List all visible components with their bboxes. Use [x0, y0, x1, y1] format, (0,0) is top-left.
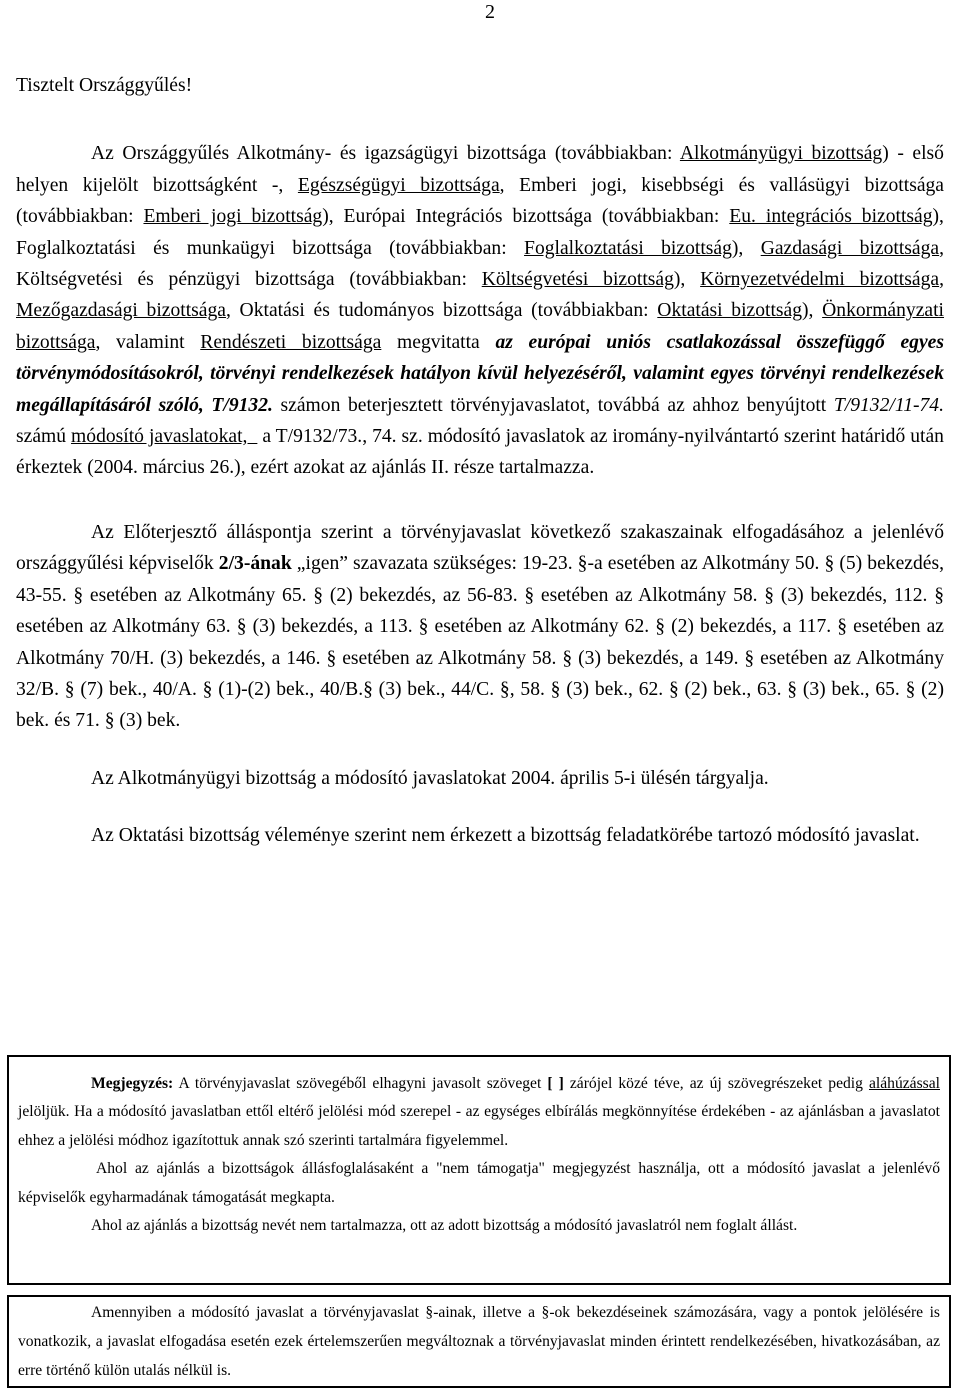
numbering-note: Amennyiben a módosító javaslat a törvényjavaslat §-ainak, illetve a §-ok bekezdéseinek számozására, vagy a pontok jelölésére is vonatkozik, a javaslat elfogadása esetén ezek értelemszerűen megváltoznak a törvényjavaslat minden érintett rendelkezésében, hivatkozásában, az erre történő külön utalás nélkül is. [18, 1304, 940, 1379]
note-support-paragraph: Ahol az ajánlás a bizottságok állásfoglalásaként a "nem támogatja" megjegyzést használja, ott a módosító javaslat a jelenlévő képviselők egyharmadának támogatását megkapta. [18, 1160, 940, 1206]
note-no-position-paragraph: Ahol az ajánlás a bizottság nevét nem tartalmazza, ott az adott bizottság a módosító javaslatról nem foglalt állást. [91, 1217, 798, 1235]
note-label: Megjegyzés: [91, 1075, 174, 1092]
education-paragraph: Az Oktatási bizottság véleménye szerint nem érkezett a bizottság feladatkörébe tartozó módosító javaslat. [91, 825, 920, 847]
committees-paragraph: Az Országgyűlés Alkotmány- és igazságügyi bizottsága (továbbiakban: Alkotmányügyi bizottság) - első helyen kijelölt bizottságként -, Egészségügyi bizottsága, Emberi jogi, kisebbségi és vallásügyi bizottsága (továbbiakban: Emberi jogi bizottság), Európai Integrációs bizottsága (továbbiakban: Eu. integrációs bizottság), Foglalkoztatási és munkaügyi bizottsága (továbbiakban: Foglalkoztatási bizottság), Gazdasági bizottsága, Költségvetési és pénzügyi bizottsága (továbbiakban: Költségvetési bizottság), Környezetvédelmi bizottsága, Mezőgazdasági bizottsága, Oktatási és tudományos bizottsága (továbbiakban: Oktatási bizottság), Önkormányzati bizottsága, valamint Rendészeti bizottsága megvitatta az európai uniós csatlakozással összefüggő egyes törvénymódosításokról, törvényi rendelkezések hatályon kívül helyezéséről, valamint egyes törvényi rendelkezések megállapításáról szóló, T/9132. számon beterjesztett törvényjavaslatot, továbbá az ahhoz benyújtott T/9132/11-74. számú módosító javaslatokat, a T/9132/73., 74. sz. módosító javaslatok az iromány-nyilvántartó szerint határidő után érkeztek (2004. március 26.), ezért azokat az ajánlás II. része tartalmazza. [16, 143, 945, 479]
schedule-paragraph: Az Alkotmányügyi bizottság a módosító javaslatokat 2004. április 5-i ülésén tárgyalja. [91, 767, 769, 789]
note-box [7, 1055, 951, 1285]
bill-title: az európai uniós csatlakozással összefüggő egyes törvénymódosításokról, törvényi rendelkezések hatályon kívül helyezéséről, valamint egyes törvényi rendelkezések megállapításáról szóló, T/9132. [16, 331, 944, 416]
majority-paragraph: Az Előterjesztő álláspontja szerint a törvényjavaslat következő szakaszainak elfogadásához a jelenlévő országgyűlési képviselők 2/3-ának „igen” szavazata szükséges: 19-23. §-a esetében az Alkotmány 50. § (5) bekezdés, 43-55. § esetében az Alkotmány 65. § (2) bekezdés, az 56-83. § esetében az Alkotmány 58. § (3) bekezdés, 112. § esetében az Alkotmány 63. § (3) bekezdés, a 113. § esetében az Alkotmány 62. § (2) bekezdés, a 117. § esetében az Alkotmány 70/H. (3) bekezdés, a 146. § esetében az Alkotmány 58. § (3) bekezdés, a 149. § esetében az Alkotmány 32/B. § (7) bek., 40/A. § (1)-(2) bek., 40/B.§ (3) bek., 44/C. §, 58. § (3) bek., 62. § (2) bek., 63. § (3) bek., 65. § (2) bek. és 71. § (3) bek. [16, 521, 944, 732]
page-number: 2 [485, 1, 495, 23]
numbering-note-box [7, 1295, 951, 1388]
main-body [16, 70, 944, 852]
greeting: Tisztelt Országgyűlés! [16, 75, 193, 96]
note-paragraph: Megjegyzés: A törvényjavaslat szövegéből elhagyni javasolt szöveget [ ] zárójel közé téve, az új szövegrészeket pedig aláhúzással jelöljük. Ha a módosító javaslatban ettől eltérő jelölési mód szerepel - az egységes elbírálás megkönnyítése érdekében - az ajánlásban a javaslatot ehhez a jelölési módhoz igazítottuk annak szó szerinti tartalmára figyelemmel. [18, 1075, 940, 1149]
